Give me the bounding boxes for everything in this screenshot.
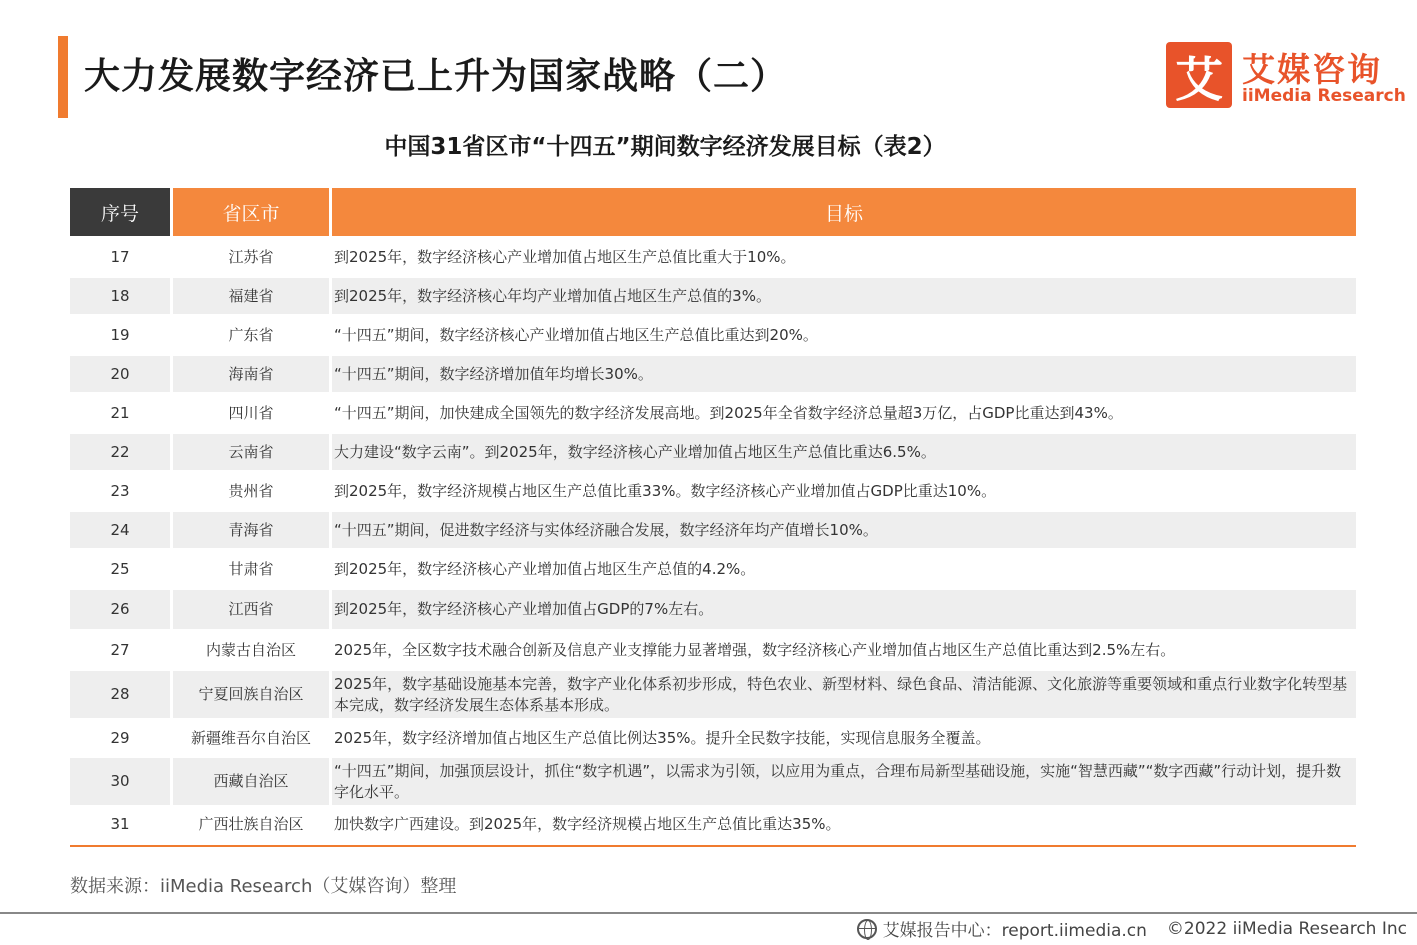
table-row [70, 718, 1356, 755]
row-seq: 25 [70, 548, 173, 587]
row-province: 云南省 [173, 431, 332, 470]
header-seq: 序号 [70, 188, 173, 236]
source-note: 数据来源：iiMedia Research（艾媒咨询）整理 [70, 876, 457, 897]
row-seq: 21 [70, 392, 173, 431]
row-goal: 加快数字广西建设。到2025年，数字经济规模占地区生产总值比重达35%。 [332, 805, 1356, 840]
row-goal: “十四五”期间，加强顶层设计，抓住“数字机遇”，以需求为引领，以应用为重点，合理布局新型基础设施，实施“智慧西藏”“数字西藏”行动计划，提升数字化水平。 [332, 755, 1356, 805]
table-row [70, 629, 1356, 668]
table-bottom-rule [70, 845, 1356, 847]
row-province: 西藏自治区 [173, 755, 332, 805]
table-header-row [70, 188, 1356, 236]
footer-divider [0, 912, 1417, 914]
row-goal: 到2025年，数字经济核心产业增加值占地区生产总值比重大于10%。 [332, 236, 1356, 275]
row-seq: 24 [70, 509, 173, 548]
row-province: 甘肃省 [173, 548, 332, 587]
table-row [70, 805, 1356, 840]
row-seq: 30 [70, 755, 173, 805]
row-province: 广东省 [173, 314, 332, 353]
row-seq: 23 [70, 470, 173, 509]
row-goal: 大力建设“数字云南”。到2025年，数字经济核心产业增加值占地区生产总值比重达6.5%。 [332, 431, 1356, 470]
row-province: 四川省 [173, 392, 332, 431]
row-seq: 22 [70, 431, 173, 470]
row-province: 新疆维吾尔自治区 [173, 718, 332, 755]
table-row [70, 509, 1356, 548]
table-row [70, 275, 1356, 314]
row-seq: 26 [70, 587, 173, 629]
iimedia-logo [1166, 40, 1406, 110]
row-seq: 28 [70, 668, 173, 718]
row-goal: 到2025年，数字经济核心产业增加值占地区生产总值的4.2%。 [332, 548, 1356, 587]
footer-copyright: ©2022 iiMedia Research Inc [1166, 918, 1407, 939]
row-province: 江苏省 [173, 236, 332, 275]
row-province: 海南省 [173, 353, 332, 392]
row-province: 福建省 [173, 275, 332, 314]
row-goal: 到2025年，数字经济规模占地区生产总值比重33%。数字经济核心产业增加值占GDP比重达10%。 [332, 470, 1356, 509]
row-seq: 31 [70, 805, 173, 840]
table-row [70, 668, 1356, 718]
table-row [70, 431, 1356, 470]
table-row [70, 587, 1356, 629]
row-province: 江西省 [173, 587, 332, 629]
row-seq: 19 [70, 314, 173, 353]
row-goal: 2025年，全区数字技术融合创新及信息产业支撑能力显著增强，数字经济核心产业增加值占地区生产总值比重达到2.5%左右。 [332, 629, 1356, 668]
footer [857, 916, 1407, 941]
logo-subtitle: iiMedia Research [1242, 86, 1406, 106]
province-goals-table [70, 188, 1356, 840]
row-goal: “十四五”期间，加快建成全国领先的数字经济发展高地。到2025年全省数字经济总量超3万亿，占GDP比重达到43%。 [332, 392, 1356, 431]
row-province: 广西壮族自治区 [173, 805, 332, 840]
table-row [70, 755, 1356, 805]
table-row [70, 392, 1356, 431]
table-row [70, 314, 1356, 353]
table-row [70, 470, 1356, 509]
title-accent-bar [58, 36, 68, 118]
logo-name: 艾媒咨询 [1242, 50, 1382, 89]
globe-icon [857, 919, 877, 939]
header-province: 省区市 [173, 188, 332, 236]
row-goal: “十四五”期间，数字经济增加值年均增长30%。 [332, 353, 1356, 392]
row-province: 青海省 [173, 509, 332, 548]
footer-site-link[interactable]: 艾媒报告中心：report.iimedia.cn [882, 921, 1147, 941]
row-seq: 27 [70, 629, 173, 668]
row-goal: “十四五”期间，促进数字经济与实体经济融合发展，数字经济年均产值增长10%。 [332, 509, 1356, 548]
row-province: 贵州省 [173, 470, 332, 509]
row-province: 宁夏回族自治区 [173, 668, 332, 718]
row-goal: 到2025年，数字经济核心年均产业增加值占地区生产总值的3%。 [332, 275, 1356, 314]
row-goal: 到2025年，数字经济核心产业增加值占GDP的7%左右。 [332, 587, 1356, 629]
row-seq: 18 [70, 275, 173, 314]
row-seq: 20 [70, 353, 173, 392]
row-goal: 2025年，数字基础设施基本完善，数字产业化体系初步形成，特色农业、新型材料、绿色食品、清洁能源、文化旅游等重要领域和重点行业数字化转型基本完成，数字经济发展生态体系基本形成。 [332, 668, 1356, 718]
table-row [70, 236, 1356, 275]
row-seq: 29 [70, 718, 173, 755]
row-seq: 17 [70, 236, 173, 275]
logo-mark-icon: 艾 [1166, 42, 1232, 108]
header-goal: 目标 [332, 188, 1356, 236]
row-province: 内蒙古自治区 [173, 629, 332, 668]
table-title: 中国31省区市“十四五”期间数字经济发展目标（表2） [384, 134, 946, 160]
table-row [70, 548, 1356, 587]
row-goal: 2025年，数字经济增加值占地区生产总值比例达35%。提升全民数字技能，实现信息服务全覆盖。 [332, 718, 1356, 755]
page-title: 大力发展数字经济已上升为国家战略（二） [84, 56, 788, 97]
table-row [70, 353, 1356, 392]
row-goal: “十四五”期间，数字经济核心产业增加值占地区生产总值比重达到20%。 [332, 314, 1356, 353]
